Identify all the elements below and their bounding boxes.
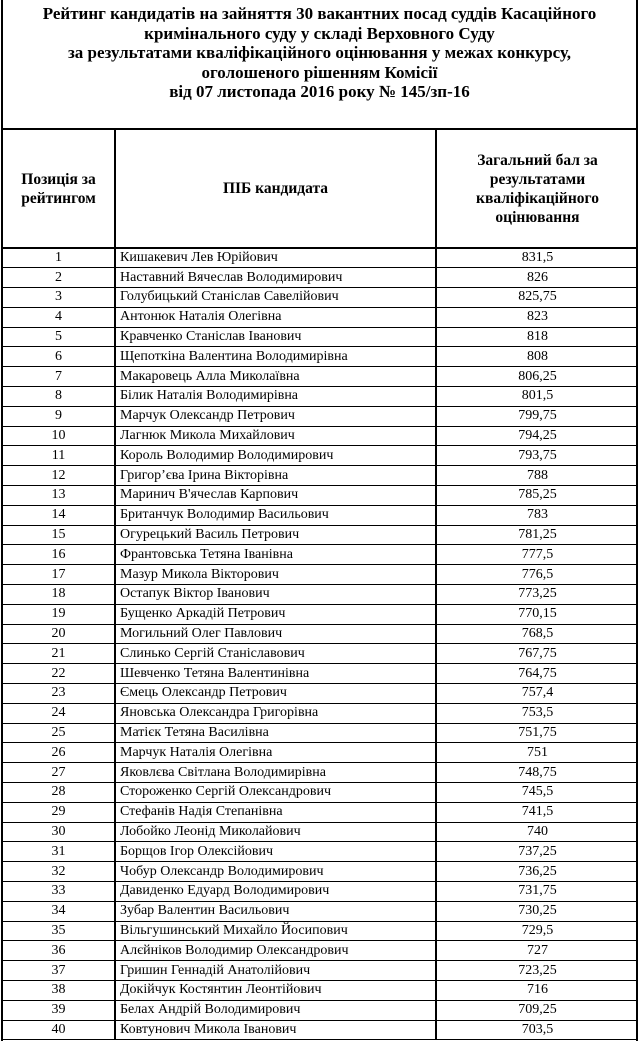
rank-cell: 38 — [3, 980, 115, 1000]
score-cell: 806,25 — [436, 367, 638, 387]
candidate-name-cell: Бущенко Аркадій Петрович — [115, 604, 436, 624]
candidate-name-cell: Огурецький Василь Петрович — [115, 525, 436, 545]
candidate-name-cell: Гришин Геннадій Анатолійович — [115, 961, 436, 981]
rank-cell: 31 — [3, 842, 115, 862]
score-cell: 777,5 — [436, 545, 638, 565]
rank-cell: 39 — [3, 1000, 115, 1020]
rank-cell: 34 — [3, 901, 115, 921]
header-position: Позиція за рейтингом — [3, 130, 115, 248]
rank-cell: 4 — [3, 307, 115, 327]
candidate-name-cell: Марчук Олександр Петрович — [115, 406, 436, 426]
candidate-name-cell: Борщов Ігор Олексійович — [115, 842, 436, 862]
score-cell: 727 — [436, 941, 638, 961]
rank-cell: 2 — [3, 268, 115, 288]
rank-cell: 26 — [3, 743, 115, 763]
table-row — [3, 545, 638, 565]
candidate-name-cell: Белах Андрій Володимирович — [115, 1000, 436, 1020]
rank-cell: 33 — [3, 882, 115, 902]
candidate-name-cell: Мазур Микола Вікторович — [115, 565, 436, 585]
table-row — [3, 347, 638, 367]
rank-cell: 32 — [3, 862, 115, 882]
table-row — [3, 980, 638, 1000]
title-line: кримінального суду у складі Верховного Суду — [144, 23, 495, 43]
title-line: Рейтинг кандидатів на зайняття 30 вакантних посад суддів Касаційного — [42, 4, 597, 23]
score-cell: 736,25 — [436, 862, 638, 882]
score-cell: 731,75 — [436, 882, 638, 902]
candidate-name-cell: Щепоткіна Валентина Володимирівна — [115, 347, 436, 367]
score-cell: 741,5 — [436, 802, 638, 822]
rating-table — [3, 130, 638, 1040]
score-cell: 773,25 — [436, 585, 638, 605]
rank-cell: 1 — [3, 248, 115, 268]
score-cell: 768,5 — [436, 624, 638, 644]
table-row — [3, 802, 638, 822]
candidate-name-cell: Остапук Віктор Іванович — [115, 585, 436, 605]
candidate-name-cell: Король Володимир Володимирович — [115, 446, 436, 466]
rank-cell: 36 — [3, 941, 115, 961]
rank-cell: 37 — [3, 961, 115, 981]
rank-cell: 24 — [3, 703, 115, 723]
score-cell: 748,75 — [436, 763, 638, 783]
table-row — [3, 604, 638, 624]
table-row — [3, 387, 638, 407]
candidate-name-cell: Антонюк Наталія Олегівна — [115, 307, 436, 327]
rank-cell: 22 — [3, 664, 115, 684]
table-row — [3, 426, 638, 446]
rank-cell: 18 — [3, 585, 115, 605]
table-row — [3, 882, 638, 902]
table-row — [3, 406, 638, 426]
table-row — [3, 941, 638, 961]
rank-cell: 6 — [3, 347, 115, 367]
title-line: від 07 листопада 2016 року № 145/зп-16 — [169, 82, 470, 101]
rank-cell: 13 — [3, 486, 115, 506]
candidate-name-cell: Макаровець Алла Миколаївна — [115, 367, 436, 387]
table-row — [3, 644, 638, 664]
score-cell: 808 — [436, 347, 638, 367]
table-row — [3, 763, 638, 783]
candidate-name-cell: Британчук Володимир Васильович — [115, 505, 436, 525]
candidate-name-cell: Могильний Олег Павлович — [115, 624, 436, 644]
score-cell: 751,75 — [436, 723, 638, 743]
rating-document — [1, 0, 638, 1041]
score-cell: 776,5 — [436, 565, 638, 585]
rank-cell: 29 — [3, 802, 115, 822]
rank-cell: 12 — [3, 466, 115, 486]
candidate-name-cell: Зубар Валентин Васильович — [115, 901, 436, 921]
rank-cell: 28 — [3, 783, 115, 803]
candidate-name-cell: Кравченко Станіслав Іванович — [115, 327, 436, 347]
score-cell: 740 — [436, 822, 638, 842]
score-cell: 781,25 — [436, 525, 638, 545]
rank-cell: 30 — [3, 822, 115, 842]
score-cell: 770,15 — [436, 604, 638, 624]
score-cell: 745,5 — [436, 783, 638, 803]
rank-cell: 27 — [3, 763, 115, 783]
score-cell: 826 — [436, 268, 638, 288]
table-row — [3, 822, 638, 842]
candidate-name-cell: Кишакевич Лев Юрійович — [115, 248, 436, 268]
candidate-name-cell: Матієк Тетяна Василівна — [115, 723, 436, 743]
table-row — [3, 466, 638, 486]
header-name: ПІБ кандидата — [115, 130, 436, 248]
candidate-name-cell: Ковтунович Микола Іванович — [115, 1020, 436, 1040]
table-row — [3, 624, 638, 644]
score-cell: 794,25 — [436, 426, 638, 446]
table-row — [3, 307, 638, 327]
score-cell: 799,75 — [436, 406, 638, 426]
candidate-name-cell: Чобур Олександр Володимирович — [115, 862, 436, 882]
score-cell: 730,25 — [436, 901, 638, 921]
table-row — [3, 743, 638, 763]
table-row — [3, 486, 638, 506]
rank-cell: 10 — [3, 426, 115, 446]
score-cell: 764,75 — [436, 664, 638, 684]
score-cell: 767,75 — [436, 644, 638, 664]
rank-cell: 23 — [3, 684, 115, 704]
candidate-name-cell: Голубицький Станіслав Савелійович — [115, 288, 436, 308]
candidate-name-cell: Шевченко Тетяна Валентинівна — [115, 664, 436, 684]
candidate-name-cell: Франтовська Тетяна Іванівна — [115, 545, 436, 565]
score-cell: 729,5 — [436, 921, 638, 941]
score-cell: 783 — [436, 505, 638, 525]
score-cell: 825,75 — [436, 288, 638, 308]
table-row — [3, 862, 638, 882]
rank-cell: 7 — [3, 367, 115, 387]
candidate-name-cell: Слинько Сергій Станіславович — [115, 644, 436, 664]
rank-cell: 40 — [3, 1020, 115, 1040]
score-cell: 793,75 — [436, 446, 638, 466]
header-score: Загальний бал за результатами кваліфікаційного оцінювання — [436, 130, 638, 248]
candidate-name-cell: Яновська Олександра Григорівна — [115, 703, 436, 723]
table-row — [3, 505, 638, 525]
table-row — [3, 921, 638, 941]
candidate-name-cell: Маринич В'ячеслав Карпович — [115, 486, 436, 506]
table-row — [3, 268, 638, 288]
candidate-name-cell: Наставний Вячеслав Володимирович — [115, 268, 436, 288]
score-cell: 716 — [436, 980, 638, 1000]
table-row — [3, 248, 638, 268]
candidate-name-cell: Стороженко Сергій Олександрович — [115, 783, 436, 803]
rank-cell: 16 — [3, 545, 115, 565]
rank-cell: 9 — [3, 406, 115, 426]
score-cell: 709,25 — [436, 1000, 638, 1020]
score-cell: 703,5 — [436, 1020, 638, 1040]
rank-cell: 20 — [3, 624, 115, 644]
score-cell: 818 — [436, 327, 638, 347]
table-header-row — [3, 130, 638, 248]
score-cell: 823 — [436, 307, 638, 327]
rank-cell: 14 — [3, 505, 115, 525]
candidate-name-cell: Вільгушинський Михайло Йосипович — [115, 921, 436, 941]
candidate-name-cell: Лобойко Леонід Миколайович — [115, 822, 436, 842]
candidate-name-cell: Яковлєва Світлана Володимирівна — [115, 763, 436, 783]
rank-cell: 3 — [3, 288, 115, 308]
score-cell: 801,5 — [436, 387, 638, 407]
score-cell: 737,25 — [436, 842, 638, 862]
candidate-name-cell: Григор’єва Ірина Вікторівна — [115, 466, 436, 486]
score-cell: 831,5 — [436, 248, 638, 268]
rank-cell: 21 — [3, 644, 115, 664]
rank-cell: 15 — [3, 525, 115, 545]
table-row — [3, 961, 638, 981]
document-title — [3, 0, 636, 130]
table-row — [3, 1020, 638, 1040]
rank-cell: 11 — [3, 446, 115, 466]
table-row — [3, 783, 638, 803]
table-row — [3, 367, 638, 387]
rank-cell: 17 — [3, 565, 115, 585]
table-row — [3, 585, 638, 605]
score-cell: 785,25 — [436, 486, 638, 506]
table-row — [3, 703, 638, 723]
rank-cell: 35 — [3, 921, 115, 941]
candidate-name-cell: Білик Наталія Володимирівна — [115, 387, 436, 407]
candidate-name-cell: Докійчук Костянтин Леонтійович — [115, 980, 436, 1000]
table-row — [3, 664, 638, 684]
score-cell: 751 — [436, 743, 638, 763]
score-cell: 757,4 — [436, 684, 638, 704]
title-line: за результатами кваліфікаційного оцінювання у межах конкурсу, — [67, 43, 572, 62]
table-row — [3, 446, 638, 466]
rank-cell: 19 — [3, 604, 115, 624]
rank-cell: 25 — [3, 723, 115, 743]
candidate-name-cell: Ємець Олександр Петрович — [115, 684, 436, 704]
table-row — [3, 525, 638, 545]
score-cell: 788 — [436, 466, 638, 486]
candidate-name-cell: Марчук Наталія Олегівна — [115, 743, 436, 763]
candidate-name-cell: Лагнюк Микола Михайлович — [115, 426, 436, 446]
candidate-name-cell: Стефанів Надія Степанівна — [115, 802, 436, 822]
candidate-name-cell: Давиденко Едуард Володимирович — [115, 882, 436, 902]
rank-cell: 5 — [3, 327, 115, 347]
score-cell: 723,25 — [436, 961, 638, 981]
rank-cell: 8 — [3, 387, 115, 407]
table-row — [3, 565, 638, 585]
table-row — [3, 901, 638, 921]
score-cell: 753,5 — [436, 703, 638, 723]
table-row — [3, 288, 638, 308]
table-row — [3, 723, 638, 743]
candidate-name-cell: Алєйніков Володимир Олександрович — [115, 941, 436, 961]
title-line: оголошеного рішенням Комісії — [201, 62, 438, 82]
table-row — [3, 842, 638, 862]
table-row — [3, 684, 638, 704]
table-row — [3, 327, 638, 347]
table-row — [3, 1000, 638, 1020]
